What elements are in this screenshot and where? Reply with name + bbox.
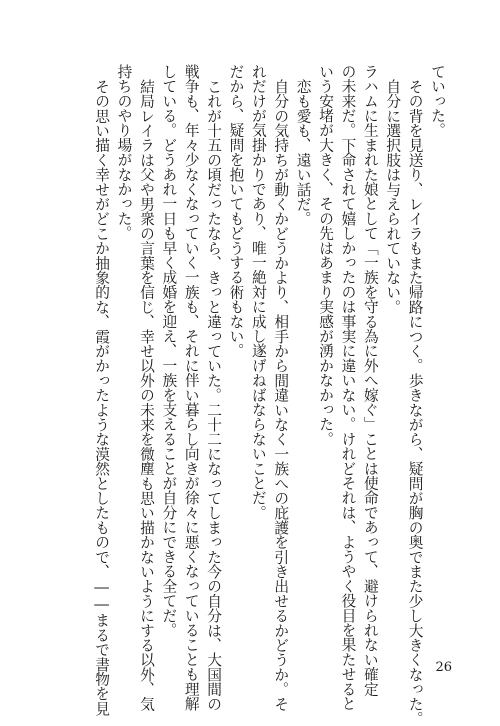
text-column: いう安堵が大きく、その先はあまり実感が湧かなかった。 <box>317 64 335 447</box>
text-column: の未来だ。下命されて嬉しかったのは事実に違いない。けれどそれは、ようやく役目を果たせると <box>339 64 357 711</box>
text-column: 戦争も、年々少なくなっていく一族も、それに伴い暮らし向きが徐々に悪くなっていることも理解 <box>182 64 200 711</box>
text-column: その思い描く幸せがどこか抽象的な、霞がかったような漠然としたもので、――まるで書物を見 <box>93 78 111 716</box>
text-column: ラハムに生まれた娘として「一族を守る為に外へ嫁ぐ」ことは使命であって、避けられない確定 <box>361 64 379 697</box>
text-column: している。どうあれ一日も早く成婚を迎え、一族を支えることが自分にできる全てだ。 <box>160 64 178 638</box>
page-number: 26 <box>435 660 452 675</box>
text-column: 自分に選択肢は与えられていない。 <box>384 78 402 314</box>
text-column: これが十五の頃だったなら、きっと違っていた。二十二になってしまった今の自分は、大国間の <box>205 78 223 711</box>
text-column: ていった。 <box>429 64 446 138</box>
text-column: その背を見送り、レイラもまた帰路につく。歩きながら、疑問が胸の奥でまた少し大きくなった。 <box>406 78 424 726</box>
text-column: 恋も愛も、遠い話だ。 <box>294 78 312 226</box>
text-column: 持ちのやり場がなかった。 <box>115 64 133 241</box>
text-column: 自分の気持ちが動くかどうかより、相手から間違いなく一族への庇護を引き出せるかどうか。そ <box>272 78 290 711</box>
text-column: れだけが気掛かりであり、唯一絶対に成し遂げねばならないことだ。 <box>249 64 267 520</box>
text-column: 結局レイラは父や男衆の言葉を信じ、幸せ以外の未来を微塵も思い描かないようにする以外、気 <box>137 78 155 711</box>
text-column: だから、疑問を抱いてもどうする術もない。 <box>227 64 245 358</box>
